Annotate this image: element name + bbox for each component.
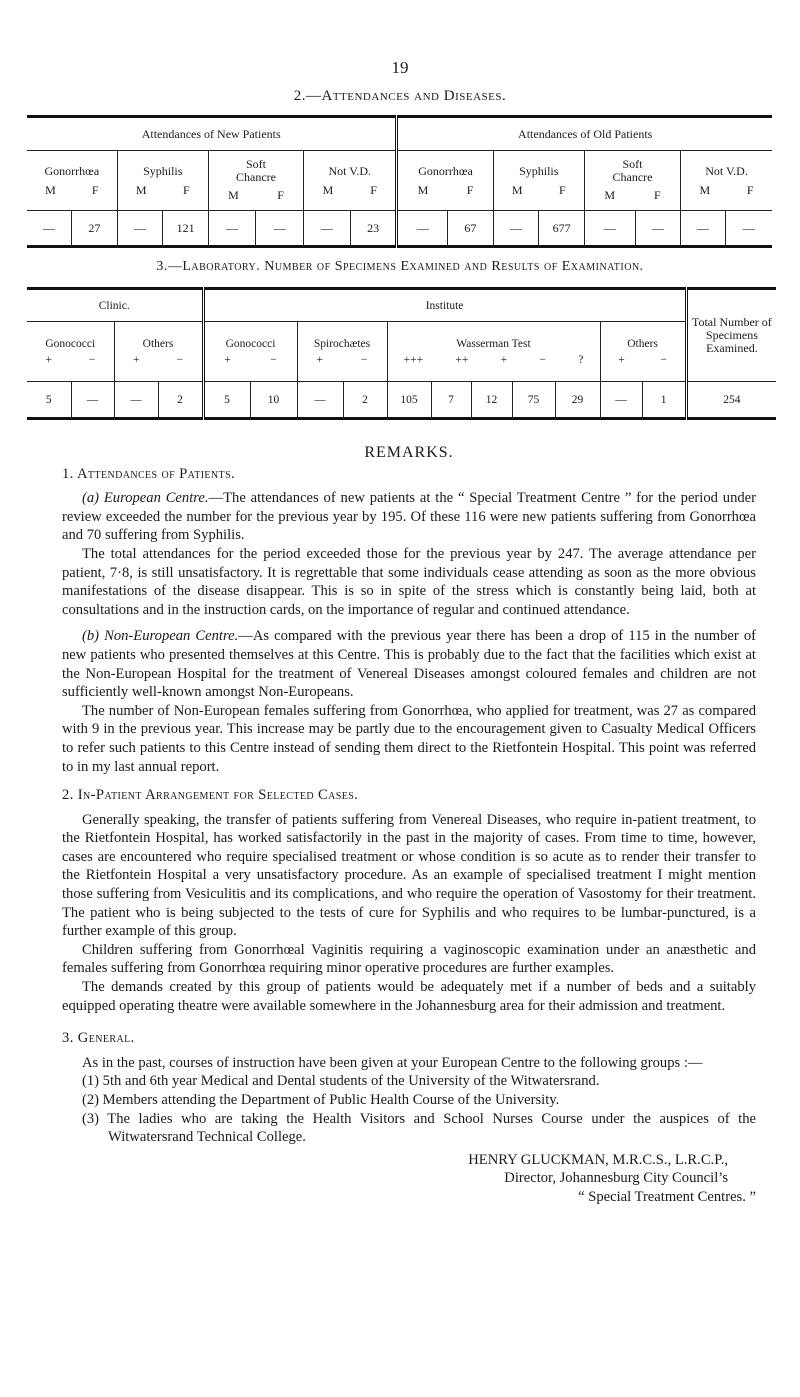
table-cell: 67: [448, 211, 494, 247]
total-header: Total Number of Specimens Examined.: [686, 289, 776, 382]
inst-gonococci-header: Gonococci + −: [203, 322, 297, 382]
table-cell: 2: [158, 382, 203, 419]
paragraph: Generally speaking, the transfer of patients suffering from Venereal Diseases, who require in-patient treatment, to the Rietfontein Hospital, has worked satisfactorily in the past in the majority of cases. From time to time, however, cases are encountered who require specialised treatment or whose condition is so acute as to render their transfer to the Rietfontein Hospital a very unsatisfactory procedure. As an example of specialised treatment I might mention those suffering from Vesiculitis and its complications, and who require the operation of Vasostomy for their treatment. The patient who is being subjected to the tests of cure for Syphilis and who requires to be lumbar-punctured, is a further example of this group.: [62, 811, 756, 940]
table-cell: 121: [163, 211, 209, 247]
table-cell: 10: [250, 382, 297, 419]
clinic-header: Clinic.: [27, 289, 203, 322]
attendances-table: [27, 115, 772, 248]
table-cell: —: [208, 211, 256, 247]
old-gonorrhoea-header: Gonorrhœa M F: [397, 151, 493, 211]
paragraph: The demands created by this group of patients would be adequately met if a number of beds and a suitably equipped operating theatre were available somewhere in the Johannesburg area for their admission and treatment.: [62, 979, 756, 1014]
old-not-vd-header: Not V.D. M F: [681, 151, 772, 211]
remarks-title: REMARKS.: [364, 444, 454, 461]
paragraph: The total attendances for the period exceeded those for the previous year by 247. The average attendance per patient, 7·8, is still unsatisfactory. It is regrettable that some individuals cease attending as soon as the more obvious manifestations of the disease disappear. This is so in spite of the stress which is constantly being laid, both at consultations and in the instruction cards, on the importance of regular and continued attendance.: [62, 545, 756, 618]
section-3-title: 3.—Laboratory. Number of Specimens Examined and Results of Examination.: [156, 259, 644, 274]
table-cell: —: [584, 211, 635, 247]
table-cell: —: [397, 211, 448, 247]
table-cell: —: [493, 211, 539, 247]
page-number: 19: [391, 58, 409, 77]
table-cell: 5: [203, 382, 250, 419]
new-soft-chancre-header: Soft Chancre M F: [208, 151, 303, 211]
table-cell: —: [304, 211, 351, 247]
table-cell: 5: [27, 382, 71, 419]
table-cell: 12: [471, 382, 512, 419]
table-cell: —: [117, 211, 163, 247]
table-cell: —: [635, 211, 681, 247]
laboratory-table: [27, 287, 776, 420]
wasserman-header: Wasserman Test +++ ++ + − ?: [387, 322, 600, 382]
new-gonorrhoea-header: Gonorrhœa M F: [27, 151, 117, 211]
new-syphilis-header: Syphilis M F: [117, 151, 208, 211]
table-cell: —: [681, 211, 726, 247]
table-cell: 254: [686, 382, 776, 419]
s2-heading: 2. In-Patient Arrangement for Selected Cases.: [62, 787, 359, 804]
table-cell: 29: [555, 382, 600, 419]
table-cell: 23: [350, 211, 397, 247]
new-not-vd-header: Not V.D. M F: [304, 151, 397, 211]
signature-title: Director, Johannesburg City Council’s: [504, 1170, 728, 1187]
old-syphilis-header: Syphilis M F: [493, 151, 584, 211]
table-cell: 27: [72, 211, 118, 247]
list-item: (1) 5th and 6th year Medical and Dental students of the University of the Witwatersrand.: [82, 1073, 600, 1090]
old-patients-header: Attendances of Old Patients: [397, 117, 772, 151]
table-cell: 7: [431, 382, 471, 419]
table-cell: —: [297, 382, 343, 419]
paragraph: As in the past, courses of instruction have been given at your European Centre to the following groups :—: [82, 1054, 703, 1071]
new-patients-header: Attendances of New Patients: [27, 117, 397, 151]
table-cell: —: [27, 211, 72, 247]
table-cell: 105: [387, 382, 431, 419]
list-item: (2) Members attending the Department of Public Health Course of the University.: [82, 1092, 560, 1108]
s3-heading: 3. General.: [62, 1030, 135, 1047]
spirochaetes-header: Spirochætes + −: [297, 322, 387, 382]
paragraph: The number of Non-European females suffering from Gonorrhœa, who applied for treatment, was 27 as compared with 9 in the previous year. This increase may be partly due to the encouragement given to Casualty Medical Officers to refer such patients to this Centre instead of sending them direct to the Rietfontein Hospital. This point was referred to in my last annual report.: [62, 702, 756, 775]
table-cell: —: [71, 382, 114, 419]
old-soft-chancre-header: Soft Chancre M F: [584, 151, 680, 211]
inst-others-header: Others + −: [600, 322, 686, 382]
signature-org: “ Special Treatment Centres. ”: [578, 1188, 756, 1205]
paragraph: (b) Non-European Centre.—As compared with the previous year there has been a drop of 115 in the number of new patients who presented themselves at this Centre. This is probably due to the fact that the facilities which exist at the Non-European Hospital for the treatment of Venereal Diseases amongst coloured females and children are not sufficiently well-known amongst Non-Europeans.: [62, 628, 757, 701]
s1-heading: 1. Attendances of Patients.: [62, 465, 236, 482]
section-2-title: 2.—Attendances and Diseases.: [293, 88, 507, 104]
table-cell: —: [256, 211, 304, 247]
paragraph: (a) European Centre.—The attendances of new patients at the “ Special Treatment Centre ” for the period under review exceeded the number for the previous year by 195. Of these 116 were new patients suffering from Gonorrhœa and 70 suffering from Syphilis.: [62, 490, 756, 544]
table-cell: 1: [642, 382, 686, 419]
table-cell: 2: [343, 382, 387, 419]
list-item: (3) The ladies who are taking the Health Visitors and School Nurses Course under the auspices of the Witwatersrand Technical College.: [82, 1110, 756, 1146]
table-cell: —: [114, 382, 158, 419]
paragraph: Children suffering from Gonorrhœal Vaginitis requiring a vaginoscopic examination under an anæsthetic and females suffering from Gonorrhœa requiring minor operative procedures are further examples.: [62, 941, 756, 977]
institute-header: Institute: [203, 289, 686, 322]
signature: HENRY GLUCKMAN, M.R.C.S., L.R.C.P.,: [468, 1151, 728, 1168]
table-cell: —: [725, 211, 772, 247]
clinic-gonococci-header: Gonococci + −: [27, 322, 114, 382]
table-cell: 75: [512, 382, 555, 419]
table-cell: —: [600, 382, 642, 419]
clinic-others-header: Others + −: [114, 322, 203, 382]
remarks-body: [62, 444, 756, 1207]
table-cell: 677: [539, 211, 585, 247]
